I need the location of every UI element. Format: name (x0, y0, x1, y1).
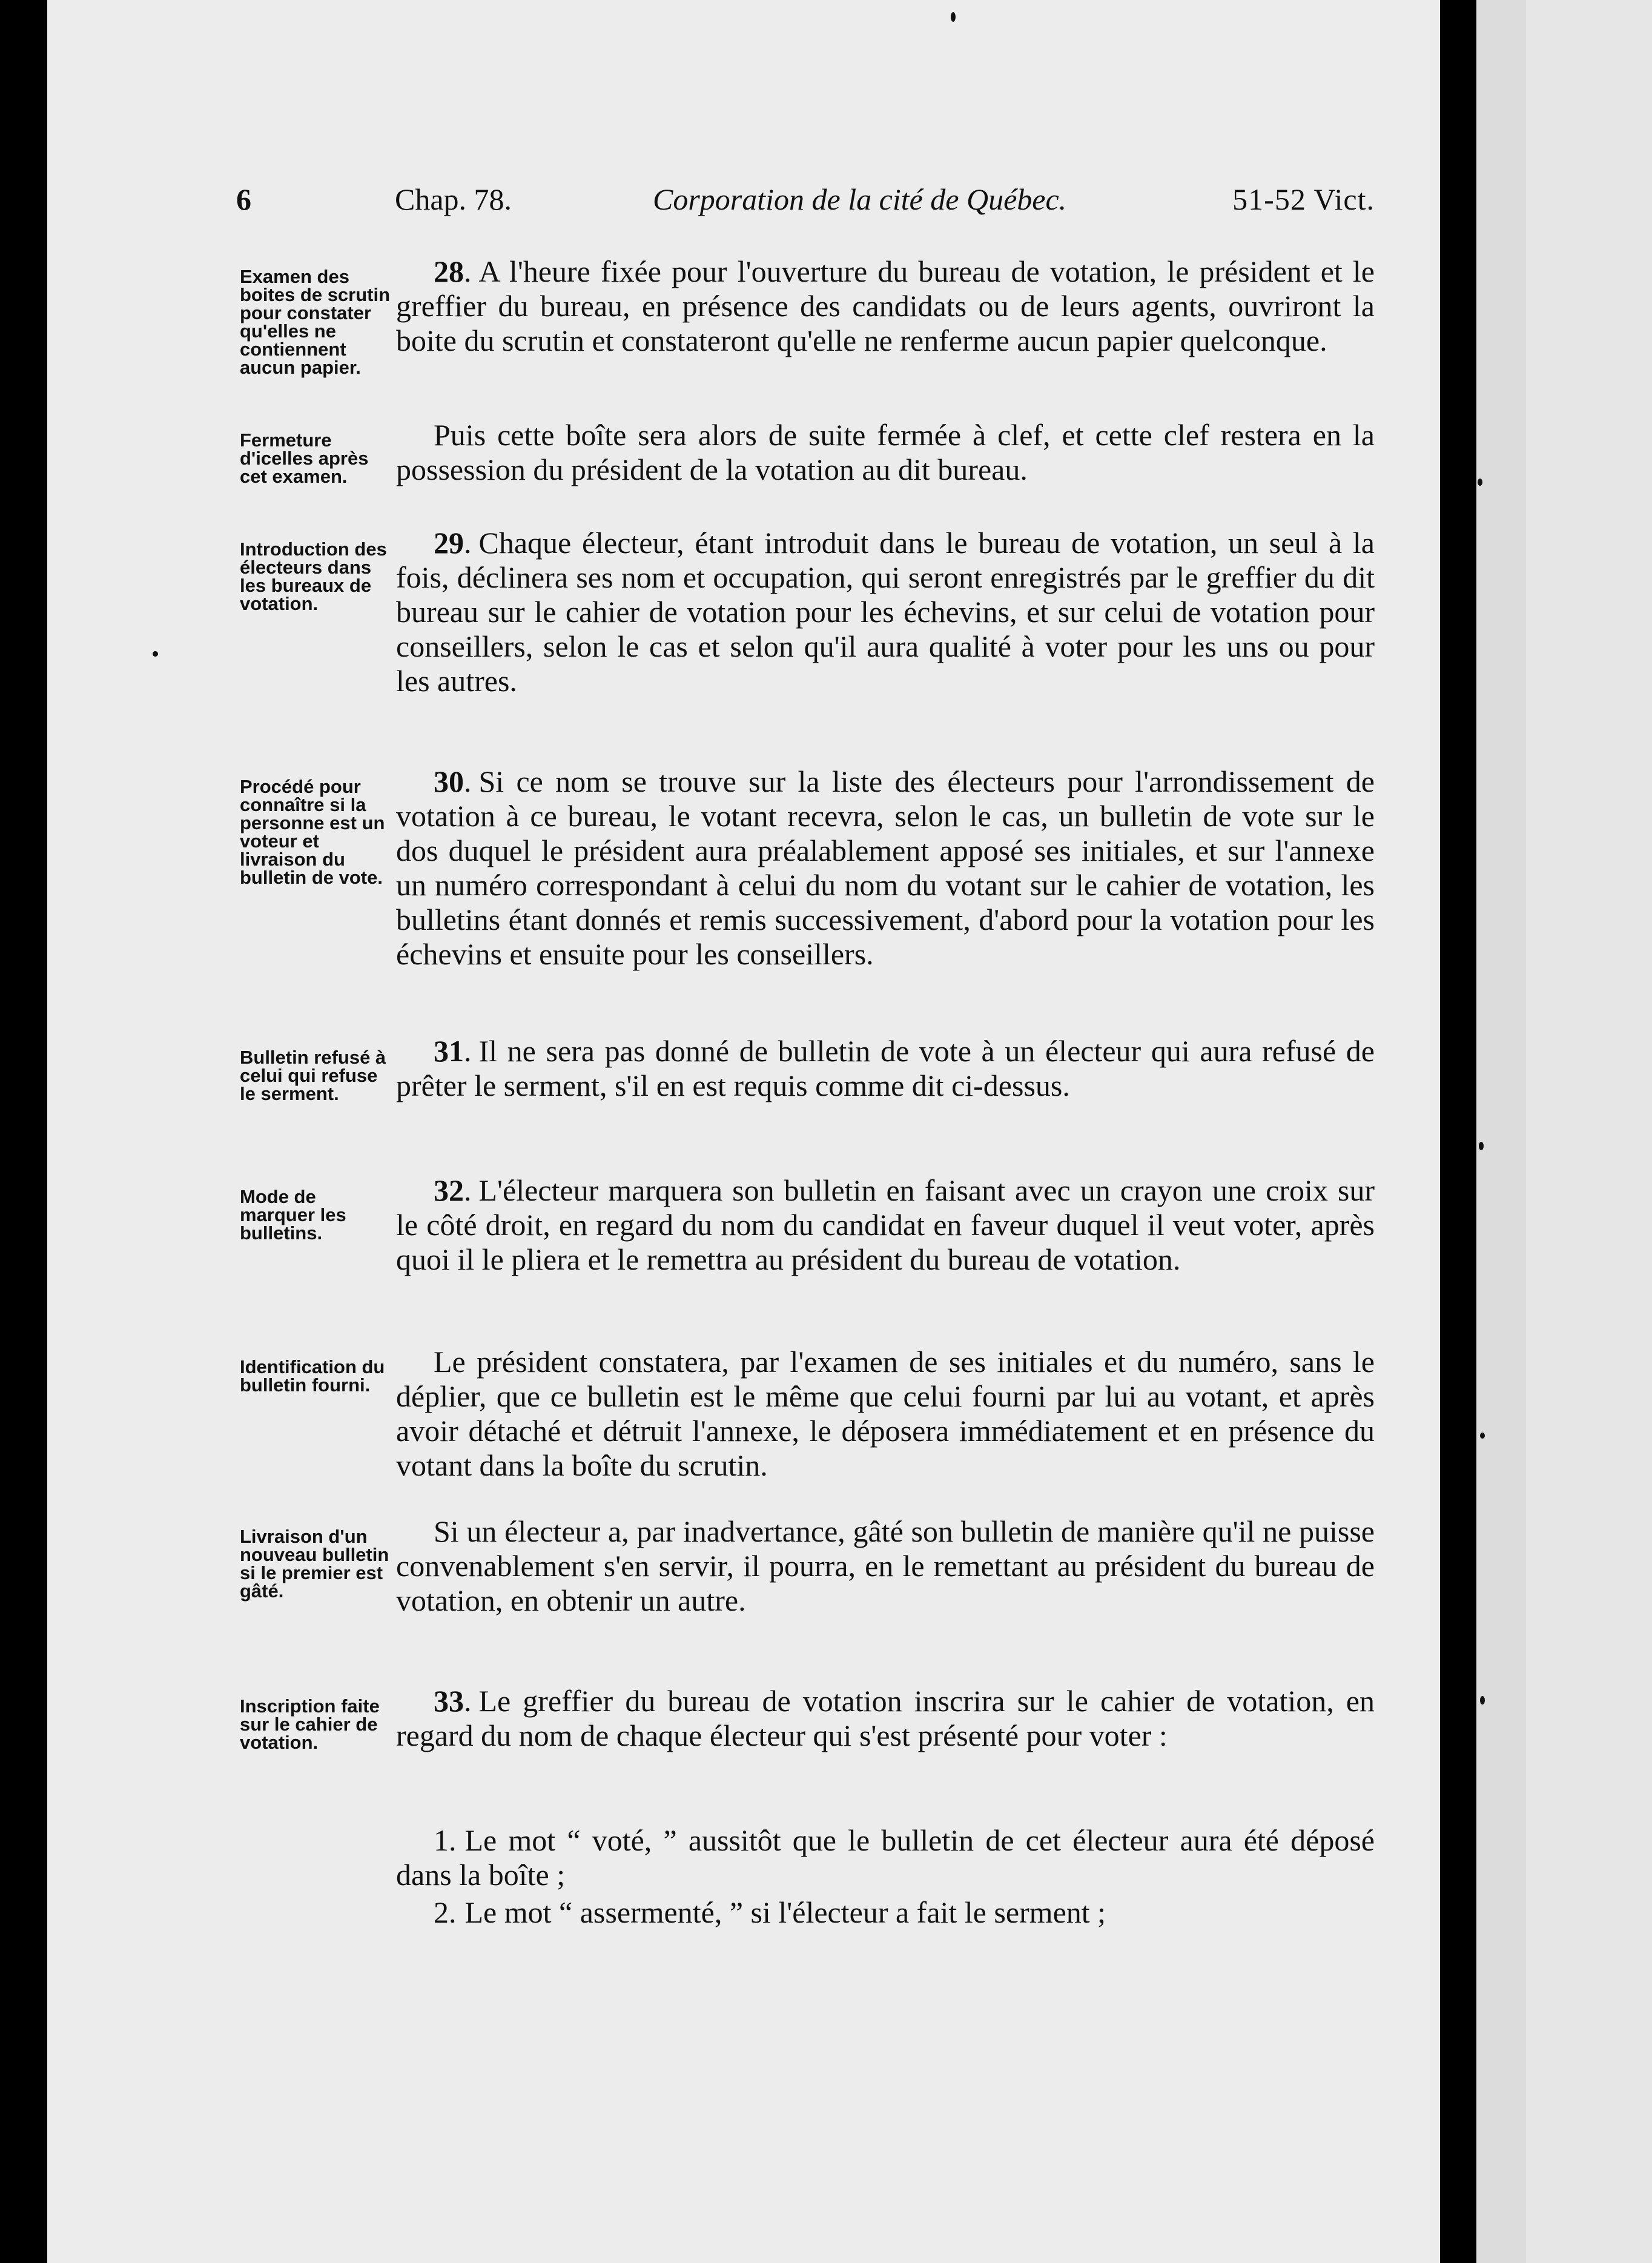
section-text: A l'heure fixée pour l'ouverture du bureau de votation, le président et le greffier du bureau, en présence des candidats ou de leurs agents, ouvriront la boite du scrutin et constateront qu'elle ne renferme aucun papier quelconque. (396, 254, 1375, 357)
section-text: Il ne sera pas donné de bulletin de vote à un électeur qui aura refusé de prêter le serment, s'il en est requis comme dit ci-dessus. (396, 1034, 1375, 1102)
scan-speck (153, 651, 158, 657)
margin-note: Procédé pour connaître si la personne est un voteur et livraison du bulletin de vote. (240, 776, 385, 888)
section-number: 32 (434, 1173, 464, 1207)
section-text: L'électeur marquera son bulletin en faisant avec un crayon une croix sur le côté droit, en regard du nom du candidat en faveur duquel il veut voter, après quoi il le pliera et le remettra au président du bureau de votation. (396, 1173, 1375, 1276)
section-paragraph: 30. Si ce nom se trouve sur la liste des électeurs pour l'arrondissement de votation à ce bureau, le votant recevra, selon le cas, un bulletin de vote sur le dos duquel le président aura préalablement apposé ses initiales, et sur l'annexe un numéro correspondant à celui du nom du votant sur le cahier de votation, les bulletins étant donnés et remis successivement, d'abord pour la votation pour les échevins et ensuite pour les conseillers. (396, 764, 1375, 971)
list-item (396, 1895, 1375, 1930)
scan-speck (1480, 1433, 1485, 1439)
section-text: Chaque électeur, étant introduit dans le bureau de votation, un seul à la fois, déclinera ses nom et occupation, qui seront enregistrés par le greffier du dit bureau sur le cahier de votation pour les échevins, et sur celui de votation pour conseillers, selon le cas et selon qu'il aura qualité à voter pour les uns ou pour les autres. (396, 526, 1375, 698)
adjacent-page-edge-inner (1526, 0, 1652, 2263)
list-item-number: 2. (434, 1895, 457, 1929)
page-number: 6 (236, 182, 251, 216)
section-paragraph: 33. Le greffier du bureau de votation inscrira sur le cahier de votation, en regard du nom de chaque électeur qui s'est présenté pour voter : (396, 1684, 1375, 1752)
margin-note: Livraison d'un nouveau bulletin si le premier est gâté. (240, 1526, 389, 1602)
section-number: 30 (434, 764, 464, 798)
list-item-text: Le mot “ voté, ” aussitôt que le bulletin de cet électeur aura été déposé dans la boîte ; (396, 1823, 1375, 1892)
running-title: Corporation de la cité de Québec. (653, 182, 1067, 216)
section-paragraph (396, 418, 1375, 487)
scan-speck (1478, 479, 1482, 486)
running-header (236, 182, 1375, 230)
margin-note: Fermeture d'icelles après cet examen. (240, 429, 369, 487)
scan-speck (1480, 1696, 1485, 1705)
scan-speck (1479, 1142, 1484, 1150)
regnal-year: 51-52 Vict. (1232, 182, 1375, 216)
list-item-text: Le mot “ assermenté, ” si l'électeur a fait le serment ; (464, 1895, 1106, 1929)
section-paragraph: 32. L'électeur marquera son bulletin en faisant avec un crayon une croix sur le côté droit, en regard du nom du candidat en faveur duquel il veut voter, après quoi il le pliera et le remettra au président du bureau de votation. (396, 1173, 1375, 1276)
scan-speck (951, 12, 956, 22)
section-text: Le président constatera, par l'examen de ses initiales et du numéro, sans le déplier, que ce bulletin est le même que celui fourni par lui au votant, et après avoir détaché et détruit l'annexe, le déposera immédiatement et en présence du votant dans la boîte du scrutin. (396, 1345, 1375, 1482)
margin-note: Introduction des électeurs dans les bureaux de votation. (240, 538, 387, 614)
section-paragraph: 31. Il ne sera pas donné de bulletin de vote à un électeur qui aura refusé de prêter le serment, s'il en est requis comme dit ci-dessus. (396, 1034, 1375, 1102)
list-item-number: 1. (434, 1823, 457, 1857)
chapter-number: Chap. 78. (395, 182, 512, 216)
section-text: Si un électeur a, par inadvertance, gâté son bulletin de manière qu'il ne puisse convenablement s'en servir, il pourra, en le remettant au président du bureau de votation, en obtenir un autre. (396, 1514, 1375, 1617)
margin-note: Examen des boites de scrutin pour constater qu'elles ne contiennent aucun papier. (240, 266, 391, 378)
section-text: Le greffier du bureau de votation inscrira sur le cahier de votation, en regard du nom de chaque électeur qui s'est présenté pour voter : (396, 1684, 1375, 1752)
section-paragraph (396, 1514, 1375, 1618)
section-text: Si ce nom se trouve sur la liste des électeurs pour l'arrondissement de votation à ce bureau, le votant recevra, selon le cas, un bulletin de vote sur le dos duquel le président aura préalablement apposé ses initiales, et sur l'annexe un numéro correspondant à celui du nom du votant sur le cahier de votation, les bulletins étant donnés et remis successivement, d'abord pour la votation pour les échevins et ensuite pour les conseillers. (396, 764, 1375, 971)
section-number: 28 (434, 254, 464, 288)
section-number: 29 (434, 526, 464, 560)
section-number: 31 (434, 1034, 464, 1068)
margin-note: Mode de marquer les bulletins. (240, 1186, 346, 1244)
margin-note: Bulletin refusé à celui qui refuse le serment. (240, 1047, 386, 1104)
list-item (396, 1823, 1375, 1892)
section-number: 33 (434, 1684, 464, 1718)
margin-note: Identification du bulletin fourni. (240, 1356, 385, 1396)
section-paragraph: 29. Chaque électeur, étant introduit dans le bureau de votation, un seul à la fois, déclinera ses nom et occupation, qui seront enregistrés par le greffier du dit bureau sur le cahier de votation pour les échevins, et sur celui de votation pour conseillers, selon le cas et selon qu'il aura qualité à voter pour les uns ou pour les autres. (396, 526, 1375, 698)
margin-note: Inscription faite sur le cahier de votation. (240, 1695, 380, 1753)
section-paragraph: 28. A l'heure fixée pour l'ouverture du bureau de votation, le président et le greffier du bureau, en présence des candidats ou de leurs agents, ouvriront la boite du scrutin et constateront qu'elle ne renferme aucun papier quelconque. (396, 254, 1375, 357)
section-paragraph (396, 1345, 1375, 1483)
scan-border (1440, 0, 1476, 2263)
section-text: Puis cette boîte sera alors de suite fermée à clef, et cette clef restera en la possession du président de la votation au dit bureau. (396, 418, 1375, 486)
